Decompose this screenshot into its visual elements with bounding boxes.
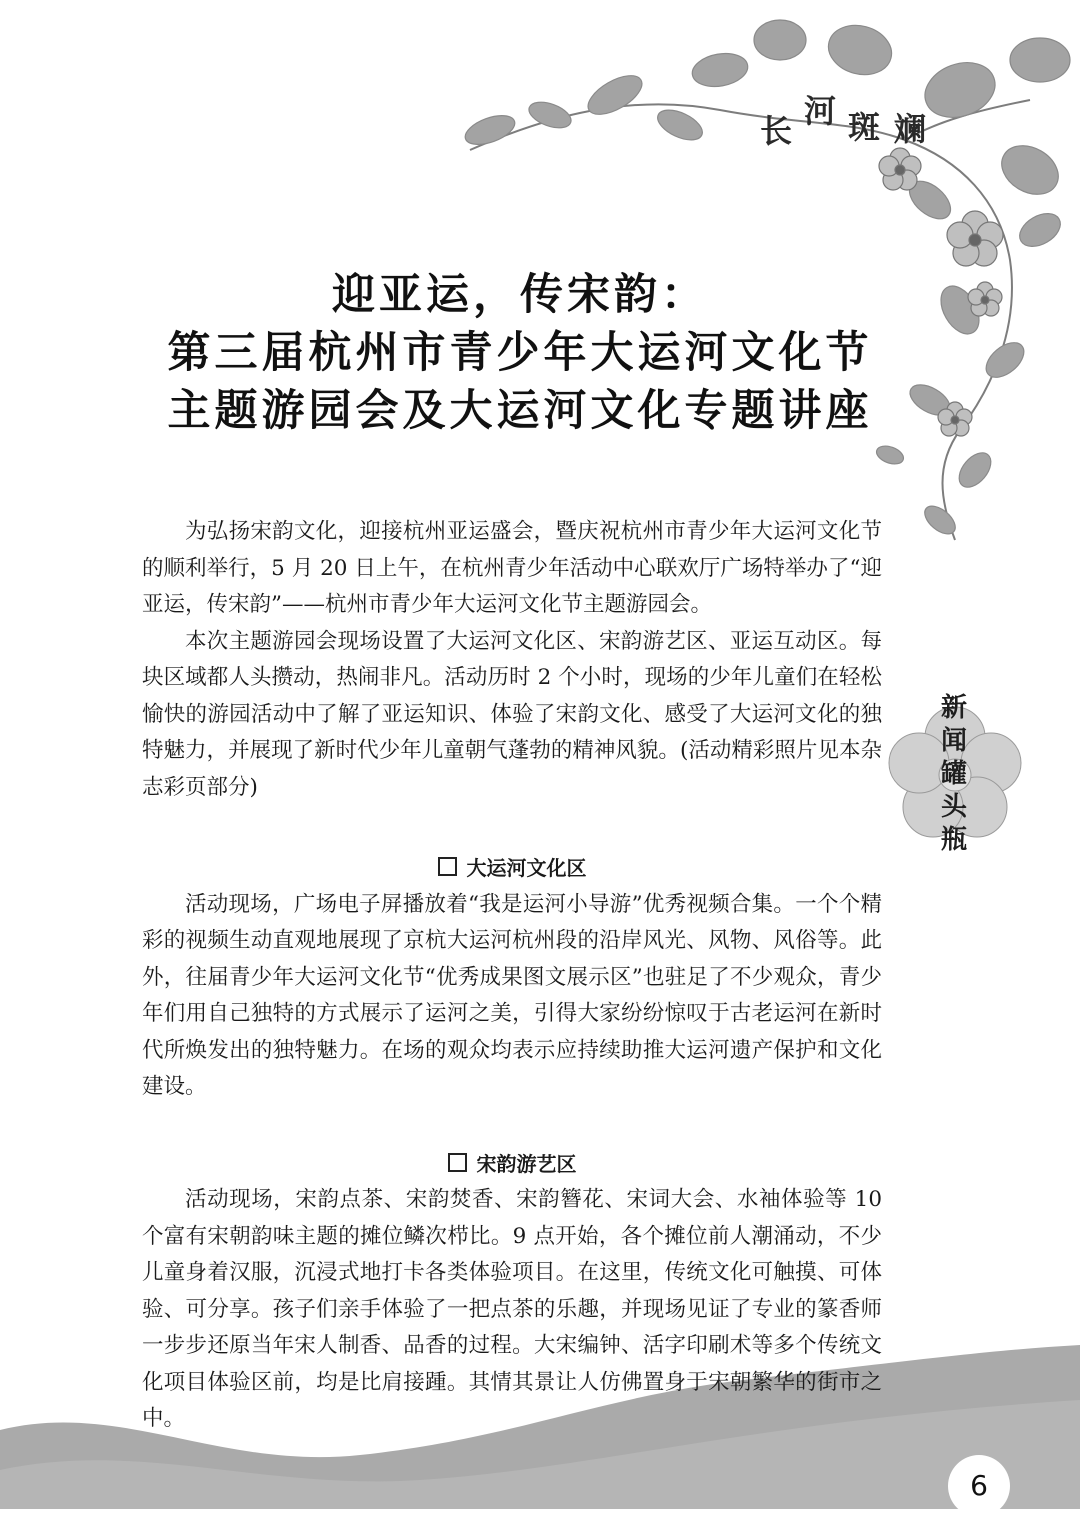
intro-paragraph: 为弘扬宋韵文化，迎接杭州亚运盛会，暨庆祝杭州市青少年大运河文化节的顺利举行，5 月 20 日上午，在杭州青少年活动中心联欢厅广场特举办了“迎亚运，传宋韵”——杭州市青少年大运河文化节主题游园会。: [142, 519, 882, 617]
section-heading-text: 宋韵游艺区: [476, 1151, 577, 1176]
checkbox-square-icon: [438, 857, 457, 876]
side-section-tab: [928, 692, 980, 857]
title-line: 第三届杭州市青少年大运河文化节: [167, 328, 873, 378]
checkbox-square-icon: [448, 1153, 467, 1172]
title-line: 迎亚运，传宋韵：: [332, 270, 708, 320]
page-number: 6: [948, 1455, 1010, 1517]
intro-paragraph: 本次主题游园会现场设置了大运河文化区、宋韵游艺区、亚运互动区。每块区域都人头攒动，热闹非凡。活动历时 2 个小时，现场的少年儿童们在轻松愉快的游园活动中了解了亚运知识、体验了宋韵文化、感受了大运河文化的独特魅力，并展现了新时代少年儿童朝气蓬勃的精神风貌。(活动精彩照片见本杂志彩页部分): [142, 628, 882, 800]
side-tab-char: 罐: [940, 759, 967, 789]
side-tab-char: 闻: [940, 726, 967, 756]
title-line: 主题游园会及大运河文化专题讲座: [167, 386, 873, 436]
side-tab-char: 头: [940, 792, 967, 822]
column-tag-char: 斑: [848, 108, 881, 146]
article-body: [142, 514, 882, 1438]
section-paragraph: 活动现场，广场电子屏播放着“我是运河小导游”优秀视频合集。一个个精彩的视频生动直观地展现了京杭大运河杭州段的沿岸风光、风物、风俗等。此外，往届青少年大运河文化节“优秀成果图文展示区”也驻足了不少观众，青少年们用自己独特的方式展示了运河之美，引得大家纷纷惊叹于古老运河在新时代所焕发出的独特魅力。在场的观众均表示应持续助推大运河遗产保护和文化建设。: [142, 891, 882, 1099]
column-tag: [760, 92, 950, 152]
article-title: [150, 266, 890, 440]
side-tab-char: 新: [940, 693, 967, 723]
section-heading-text: 大运河文化区: [466, 856, 587, 880]
section-heading: [142, 1146, 882, 1183]
section-heading: [142, 850, 882, 887]
column-tag-char: 长: [760, 112, 793, 150]
section-paragraph: 活动现场，宋韵点茶、宋韵焚香、宋韵簪花、宋词大会、水袖体验等 10 个富有宋朝韵味主题的摊位鳞次栉比。9 点开始，各个摊位前人潮涌动，不少儿童身着汉服，沉浸式地打卡各类体验项目。在这里，传统文化可触摸、可体验、可分享。孩子们亲手体验了一把点茶的乐趣，并现场见证了专业的篆香师一步步还原当年宋人制香、品香的过程。大宋编钟、活字印刷术等多个传统文化项目体验区前，均是比肩接踵。其情其景让人仿佛置身于宋朝繁华的街市之中。: [142, 1187, 882, 1431]
side-tab-char: 瓶: [940, 825, 967, 855]
column-tag-char: 斓: [894, 110, 927, 148]
column-tag-char: 河: [804, 92, 837, 130]
